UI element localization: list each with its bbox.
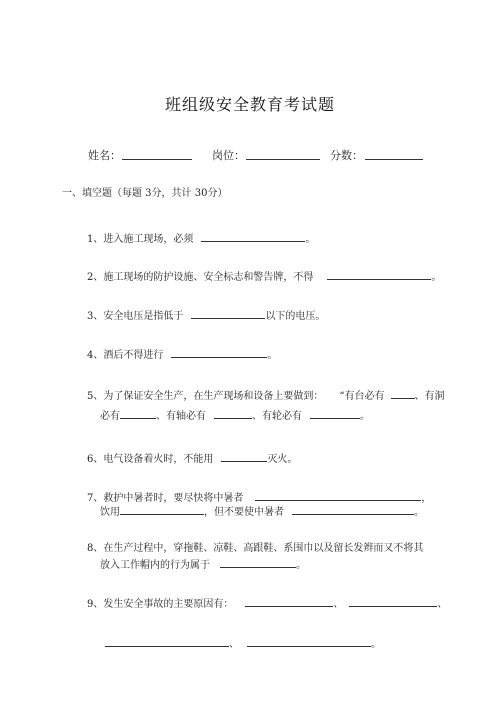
question-2-text: 2、施工现场的防护设施、安全标志和警告牌，不得 — [87, 272, 314, 283]
question-7-end: 。 — [414, 507, 424, 518]
question-1-end: 。 — [305, 234, 316, 245]
question-4-text: 4、酒后不得进行 — [87, 350, 164, 361]
answer-blank[interactable] — [349, 596, 437, 607]
question-7-part: ，但不要使中暑者 — [204, 507, 284, 518]
question-5-continued — [100, 408, 370, 423]
answer-blank[interactable] — [327, 269, 431, 280]
question-4 — [87, 347, 277, 362]
question-7 — [87, 490, 431, 505]
answer-blank[interactable] — [292, 504, 414, 515]
question-6-text: 6、电气设备着火时，不能用 — [87, 454, 214, 465]
question-7-continued — [100, 504, 424, 519]
question-3-text: 3、安全电压是指低于 — [87, 311, 184, 322]
question-5-part: 、有轴必有 — [156, 411, 206, 422]
question-9-part: 、 — [437, 599, 448, 610]
answer-blank[interactable] — [191, 308, 265, 319]
question-8-part: 放入工作帽内的行为属于 — [100, 560, 210, 571]
question-9-text: 9、发生安全事故的主要原因有： — [87, 599, 234, 610]
question-9-end: 。 — [371, 639, 381, 650]
question-8-continued — [100, 557, 306, 572]
answer-blank[interactable] — [221, 451, 267, 462]
answer-blank[interactable] — [310, 408, 360, 419]
question-7-text: 7、救护中暑者时，要尽快将中暑者 — [87, 493, 244, 504]
score-label: 分数： — [330, 149, 363, 162]
answer-blank[interactable] — [105, 636, 229, 647]
question-7-part: ， — [421, 493, 432, 504]
question-8-text: 8、在生产过程中，穿拖鞋、凉鞋、高跟鞋、系围巾以及留长发辫而又不将其 — [87, 543, 424, 554]
question-2 — [87, 269, 441, 284]
position-label: 岗位： — [212, 149, 245, 162]
answer-blank[interactable] — [391, 388, 415, 399]
score-field[interactable] — [365, 159, 423, 160]
question-5 — [87, 388, 445, 403]
answer-blank[interactable] — [245, 596, 333, 607]
name-field[interactable] — [122, 159, 192, 160]
answer-blank[interactable] — [255, 490, 421, 501]
question-9-part: 、 — [333, 599, 344, 610]
question-5-part: 、有轮必有 — [252, 411, 302, 422]
answer-blank[interactable] — [120, 504, 204, 515]
section-heading: 一、填空题（每题 3分，共计 30分） — [62, 188, 228, 199]
question-5-part: 、有洞 — [414, 391, 445, 402]
answer-blank[interactable] — [120, 408, 156, 419]
question-2-end: 。 — [431, 272, 442, 283]
answer-blank[interactable] — [171, 347, 267, 358]
question-9-continued — [105, 636, 381, 651]
question-5-part: 必有 — [100, 411, 120, 422]
question-1-text: 1、进入施工现场，必须 — [87, 234, 194, 245]
question-8-end: 。 — [296, 560, 306, 571]
question-7-part: 饮用 — [100, 507, 120, 518]
question-3 — [87, 308, 325, 323]
answer-blank[interactable] — [201, 231, 305, 242]
question-1 — [87, 231, 315, 246]
question-8 — [87, 543, 423, 555]
question-5-part: “有台必有 — [339, 391, 385, 402]
question-6 — [87, 451, 297, 466]
position-field[interactable] — [246, 159, 320, 160]
question-5-end: 。 — [360, 411, 370, 422]
question-9-part: 、 — [229, 639, 239, 650]
answer-blank[interactable] — [247, 636, 371, 647]
answer-blank[interactable] — [214, 408, 252, 419]
question-5-text: 5、为了保证安全生产，在生产现场和设备上要做到： — [87, 391, 324, 402]
answer-blank[interactable] — [220, 557, 296, 568]
question-3-end: 以下的电压。 — [265, 311, 326, 322]
question-6-end: 灭火。 — [267, 454, 298, 465]
name-label: 姓名： — [88, 149, 121, 162]
page-title: 班组级安全教育考试题 — [164, 95, 335, 114]
question-9 — [87, 596, 447, 611]
question-4-end: 。 — [267, 350, 278, 361]
